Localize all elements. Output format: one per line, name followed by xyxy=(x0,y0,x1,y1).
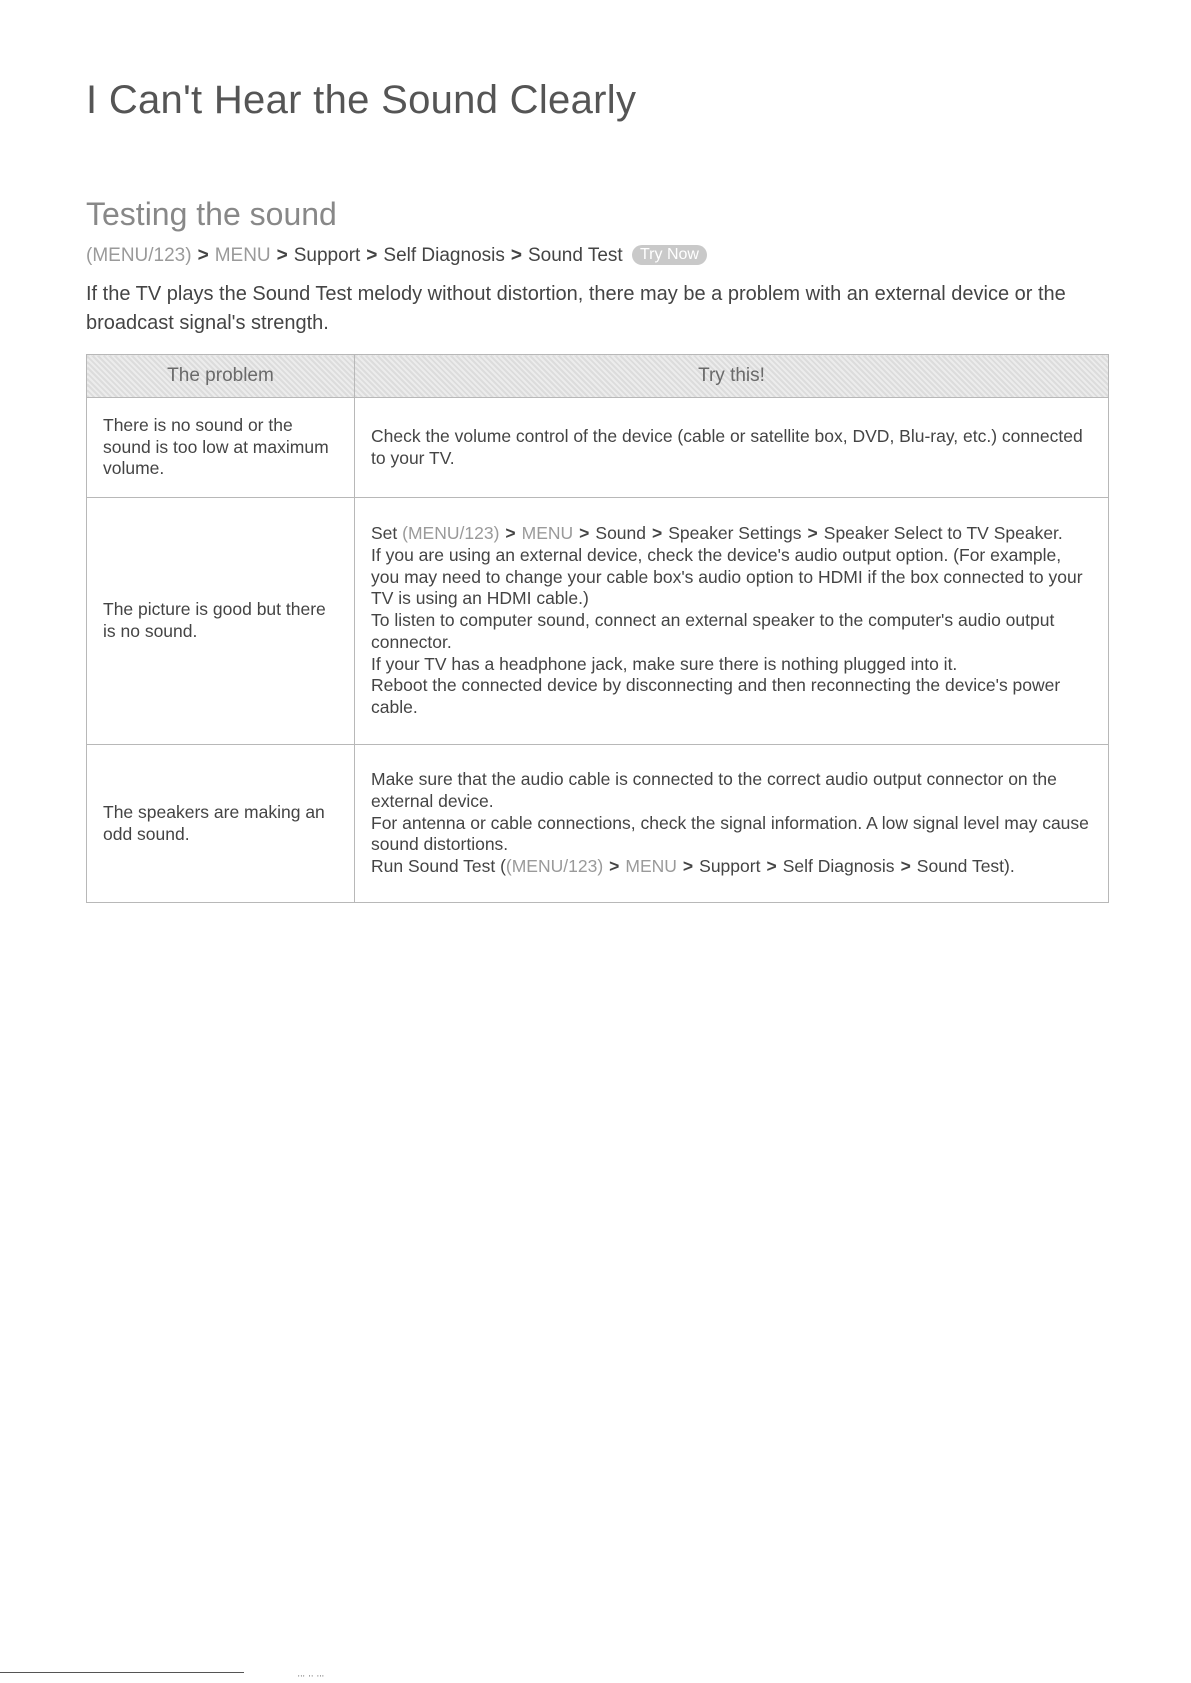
solution-line: For antenna or cable connections, check the signal information. A low signal level may cause sound distortions. xyxy=(371,812,1089,855)
solution-line: If your TV has a headphone jack, make sure there is nothing plugged into it. xyxy=(371,653,958,674)
menu-path-sound-test: Sound Test xyxy=(527,245,623,266)
footer-marks: ''' '' ''' xyxy=(298,1674,325,1683)
solution-text: to TV Speaker. xyxy=(947,522,1063,543)
intro-text: If the TV plays the Sound Test melody without distortion, there may be a problem with an external device or the broadcast signal's strength. xyxy=(86,283,1066,334)
solution-text: Run Sound Test ( xyxy=(371,856,506,877)
solution-text: ). xyxy=(1004,856,1015,877)
chevron-right-icon: > xyxy=(510,245,522,266)
chevron-right-icon: > xyxy=(652,522,663,543)
solution-line: Reboot the connected device by disconnecting and then reconnecting the device's power cable. xyxy=(371,675,1061,718)
table-header-row xyxy=(87,355,1109,398)
header-try-this: Try this! xyxy=(355,355,1109,398)
chevron-right-icon: > xyxy=(276,245,288,266)
solution-cell xyxy=(355,498,1109,745)
chevron-right-icon: > xyxy=(900,856,911,877)
menu-path-self-diagnosis: Self Diagnosis xyxy=(782,856,895,877)
chevron-right-icon: > xyxy=(197,245,209,266)
solution-text: Set xyxy=(371,522,398,543)
menu-path-remote: (MENU/123) xyxy=(86,245,192,266)
problem-cell: The speakers are making an odd sound. xyxy=(87,745,355,903)
chevron-right-icon: > xyxy=(807,522,818,543)
menu-path-menu: MENU xyxy=(214,245,271,266)
chevron-right-icon: > xyxy=(609,856,620,877)
troubleshooting-table xyxy=(86,354,1109,903)
section-title: Testing the sound xyxy=(86,196,337,232)
menu-path-self-diagnosis: Self Diagnosis xyxy=(383,245,505,266)
menu-path-support: Support xyxy=(699,856,761,877)
solution-cell xyxy=(355,745,1109,903)
try-now-button[interactable]: Try Now xyxy=(632,245,707,265)
chevron-right-icon: > xyxy=(579,522,590,543)
solution-run-line xyxy=(371,856,1092,878)
chevron-right-icon: > xyxy=(766,856,777,877)
menu-path-remote: (MENU/123) xyxy=(402,522,500,543)
table-row xyxy=(87,398,1109,498)
menu-path-support: Support xyxy=(293,245,361,266)
chevron-right-icon: > xyxy=(682,856,694,877)
menu-path-speaker-select: Speaker Select xyxy=(823,522,943,543)
problem-cell: There is no sound or the sound is too low at maximum volume. xyxy=(87,398,355,498)
solution-set-line xyxy=(371,523,1092,545)
table-row xyxy=(87,745,1109,903)
solution-line: Make sure that the audio cable is connected to the correct audio output connector on the external device. xyxy=(371,769,1057,811)
menu-path-speaker-settings: Speaker Settings xyxy=(668,522,802,543)
menu-path xyxy=(86,245,707,267)
menu-path-remote: (MENU/123) xyxy=(505,856,604,877)
chevron-right-icon: > xyxy=(505,522,516,543)
menu-path-menu: MENU xyxy=(625,856,677,877)
page-title: I Can't Hear the Sound Clearly xyxy=(86,78,637,122)
menu-path-sound: Sound xyxy=(595,522,647,543)
chevron-right-icon: > xyxy=(366,245,378,266)
menu-path-sound-test: Sound Test xyxy=(916,856,1005,877)
solution-line: If you are using an external device, check the device's audio output option. (For example, you may need to change your cable box's audio option to HDMI if the box connected to your TV is using an HDMI cable.) xyxy=(371,544,1083,609)
menu-path-menu: MENU xyxy=(521,522,574,543)
solution-cell: Check the volume control of the device (cable or satellite box, DVD, Blu-ray, etc.) connected to your TV. xyxy=(355,398,1109,498)
table-row xyxy=(87,498,1109,745)
header-problem: The problem xyxy=(87,355,355,398)
problem-cell: The picture is good but there is no sound. xyxy=(87,498,355,745)
solution-line: To listen to computer sound, connect an external speaker to the computer's audio output connector. xyxy=(371,610,1055,652)
footer-rule xyxy=(0,1672,244,1673)
